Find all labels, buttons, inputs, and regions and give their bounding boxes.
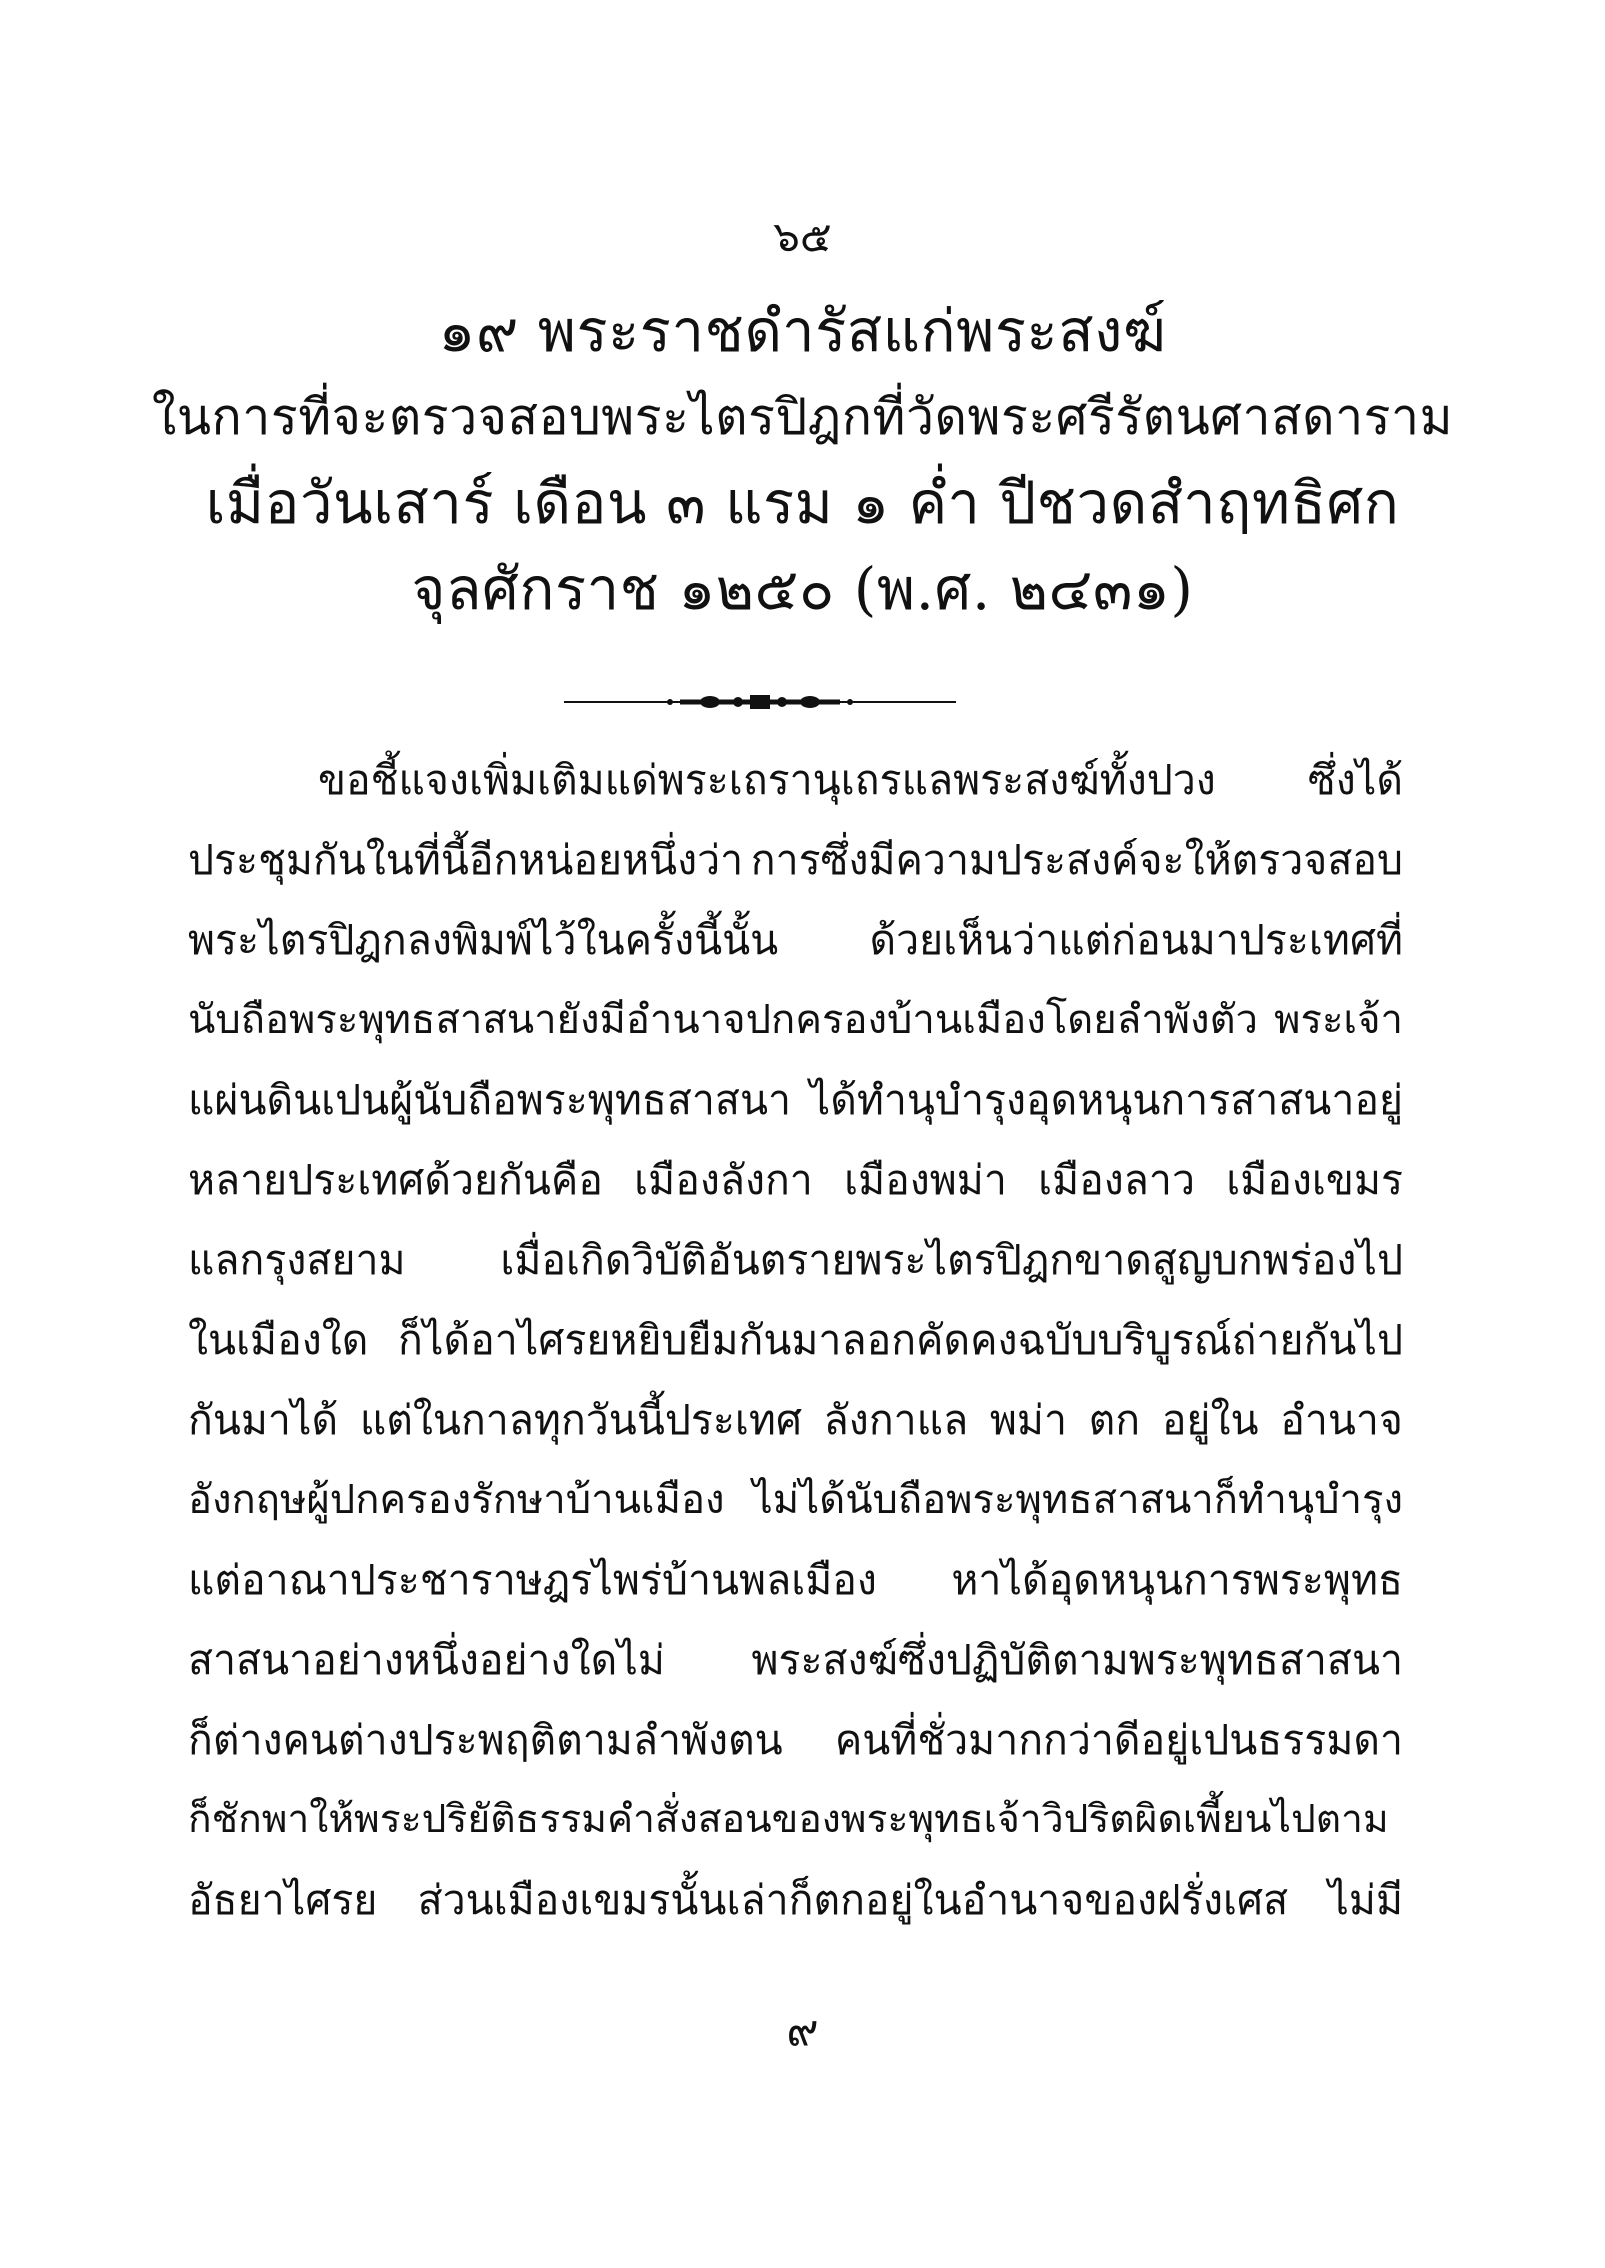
- body-line: [188, 1780, 1403, 1860]
- body-line-segment: กันมาได้: [188, 1396, 339, 1444]
- body-line-segment: สาสนาอย่างหนึ่งอย่างใดไม่: [188, 1636, 665, 1684]
- body-line-segment: ได้ทำนุบำรุงอุดหนุนการสาสนาอยู่: [809, 1076, 1403, 1124]
- ornament-divider: [560, 690, 960, 714]
- title-line-3: เมื่อวันเสาร์ เดือน ๓ แรม ๑ ค่ำ ปีชวดสำฤทธิศก: [205, 469, 1400, 537]
- body-line-segment: ก็ต่างคนต่างประพฤติตามลำพังตน: [188, 1716, 783, 1764]
- body-line-segment: การซึ่งมีความประสงค์จะให้ตรวจสอบ: [750, 836, 1403, 884]
- page-number-bottom: ๙: [786, 2005, 819, 2056]
- body-line-segment: เมืองเขมร: [1226, 1156, 1403, 1204]
- body-line: [188, 740, 1403, 820]
- body-line-segment: พระเจ้า: [1274, 997, 1403, 1043]
- body-line: [188, 1700, 1403, 1780]
- body-line-segment: อำนาจ: [1280, 1396, 1403, 1444]
- body-line-segment: นับถือพระพุทธสาสนายังมีอำนาจปกครองบ้านเมืองโดยลำพังตัว: [188, 997, 1259, 1043]
- title-line-1: ๑๙ พระราชดำรัสแก่พระสงฆ์: [438, 297, 1167, 365]
- body-line-segment: แต่อาณาประชาราษฎรไพร่บ้านพลเมือง: [188, 1556, 877, 1604]
- body-line: [188, 1060, 1403, 1140]
- body-line-segment: เมืองพม่า: [844, 1156, 1007, 1204]
- body-line-segment: เมื่อเกิดวิบัติอันตรายพระไตรปิฎกขาดสูญบกพร่องไป: [500, 1236, 1403, 1284]
- body-line: [188, 900, 1403, 980]
- body-line: [188, 1540, 1403, 1620]
- body-line-segment: เมืองลังกา: [634, 1156, 813, 1204]
- body-line-segment: อยู่ใน: [1161, 1396, 1259, 1444]
- body-line-segment: ในเมืองใด: [188, 1316, 369, 1364]
- body-line-segment: คนที่ชั่วมากกว่าดีอยู่เปนธรรมดา: [834, 1716, 1403, 1764]
- body-line-segment: ก็ได้อาไศรยหยิบยืมกันมาลอกคัดคงฉบับบริบูรณ์ถ่ายกันไป: [398, 1316, 1403, 1364]
- body-line-segment: ลังกาแล: [823, 1396, 969, 1444]
- body-line-segment: ไม่ได้นับถือพระพุทธสาสนาก็ทำนุบำรุง: [752, 1477, 1403, 1523]
- body-line: [188, 1140, 1403, 1220]
- body-line: [188, 820, 1403, 900]
- body-line-segment: แผ่นดินเปนผู้นับถือพระพุทธสาสนา: [188, 1076, 791, 1124]
- body-line-segment: พม่า: [989, 1396, 1067, 1444]
- title-line-4: จุลศักราช ๑๒๕๐ (พ.ศ. ๒๔๓๑): [411, 555, 1194, 623]
- body-line-segment: ขอชี้แจงเพิ่มเติมแด่พระเถรานุเถรแลพระสงฆ์ทั้งปวง: [318, 756, 1216, 804]
- body-line: [188, 1460, 1403, 1540]
- body-line-segment: หาได้อุดหนุนการพระพุทธ: [951, 1556, 1403, 1604]
- body-line: [188, 1860, 1403, 1940]
- title-block: [140, 288, 1465, 632]
- body-line-segment: พระไตรปิฎกลงพิมพ์ไว้ในครั้งนี้นั้น: [188, 916, 779, 964]
- body-line: [188, 1300, 1403, 1380]
- body-line-segment: อังกฤษผู้ปกครองรักษาบ้านเมือง: [188, 1477, 725, 1523]
- body-line-segment: ส่วนเมืองเขมรนั้นเล่าก็ตกอยู่ในอำนาจของฝรั่งเศส: [417, 1876, 1289, 1924]
- body-line-segment: แต่ในกาลทุกวันนี้ประเทศ: [359, 1396, 802, 1444]
- body-line-segment: ก็ชักพาให้พระปริยัติธรรมคำสั่งสอนของพระพุทธเจ้าวิปริตผิดเพี้ยนไปตาม: [188, 1797, 1389, 1842]
- page-number-top: ๖๕: [773, 212, 832, 261]
- body-line-segment: ด้วยเห็นว่าแต่ก่อนมาประเทศที่: [869, 916, 1403, 964]
- body-text: [188, 740, 1403, 1940]
- body-line-segment: ประชุมกันในที่นี้อีกหน่อยหนึ่งว่า: [188, 836, 744, 884]
- body-line-segment: เมืองลาว: [1038, 1156, 1195, 1204]
- body-line-segment: ตก: [1088, 1396, 1141, 1444]
- body-line-segment: ไม่มี: [1328, 1876, 1403, 1924]
- body-line: [188, 1220, 1403, 1300]
- body-line-segment: หลายประเทศด้วยกันคือ: [188, 1156, 603, 1204]
- title-line-2: ในการที่จะตรวจสอบพระไตรปิฎกที่วัดพระศรีรัตนศาสดาราม: [151, 388, 1454, 446]
- body-line: [188, 980, 1403, 1060]
- body-line: [188, 1620, 1403, 1700]
- body-line-segment: แลกรุงสยาม: [188, 1236, 406, 1284]
- body-line: [188, 1380, 1403, 1460]
- body-line-segment: ซึ่งได้: [1307, 756, 1403, 804]
- body-line-segment: พระสงฆ์ซึ่งปฏิบัติตามพระพุทธสาสนา: [751, 1636, 1403, 1684]
- body-line-segment: อัธยาไศรย: [188, 1876, 378, 1924]
